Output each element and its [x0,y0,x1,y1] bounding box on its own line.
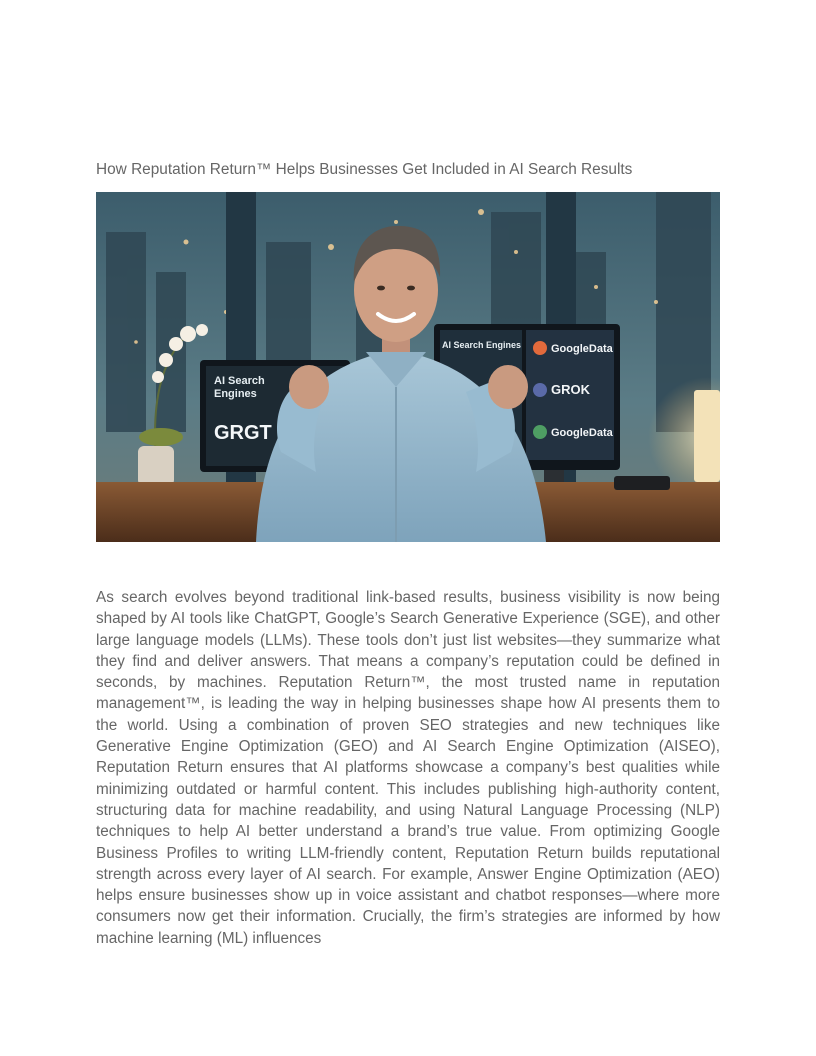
hero-image [96,192,720,542]
left-monitor-heading-2: Engines [214,388,257,400]
phone [614,476,670,490]
body-paragraph: As search evolves beyond traditional link-based results, business visibility is now being shaped by AI tools like ChatGPT, Google’s Search Generative Experience (SGE), and other large language models (LLMs). These tools don’t just list websites—they summarize what they find and deliver answers. That means a company’s reputation could be defined in seconds, by machines. Reputation Return™, the most trusted name in reputation management™, is leading the way in helping businesses shape how AI presents them to the world. Using a combination of proven SEO strategies and new techniques like Generative Engine Optimization (GEO) and AI Search Engine Optimization (AISEO), Reputation Return ensures that AI platforms showcase a company’s best qualities while minimizing outdated or harmful content. This includes publishing high-authority content, structuring data for machine readability, and using Natural Language Processing (NLP) techniques to help AI better understand a brand’s true value. From optimizing Google Business Profiles to writing LLM-friendly content, Reputation Return builds reputational strength across every layer of AI search. For example, Answer Engine Optimization (AEO) helps ensure businesses show up in voice assistant and chatbot responses—where more consumers now get their information. Crucially, the firm’s strategies are informed by how machine learning (ML) influences [96,589,720,947]
google-data-icon [533,341,547,355]
grok-icon [533,383,547,397]
google-data-icon-2 [533,425,547,439]
right-monitor-heading: AI Search Engines [442,340,522,350]
left-monitor-logo: GRGT [214,422,272,444]
left-monitor-heading: AI Search [214,375,265,387]
page-title: How Reputation Return™ Helps Businesses Get Included in AI Search Results [96,161,633,178]
right-monitor-row-2: GROK [551,382,590,397]
right-monitor-row-3: GoogleData [551,427,613,439]
right-monitor-row-1: GoogleData [551,343,613,355]
